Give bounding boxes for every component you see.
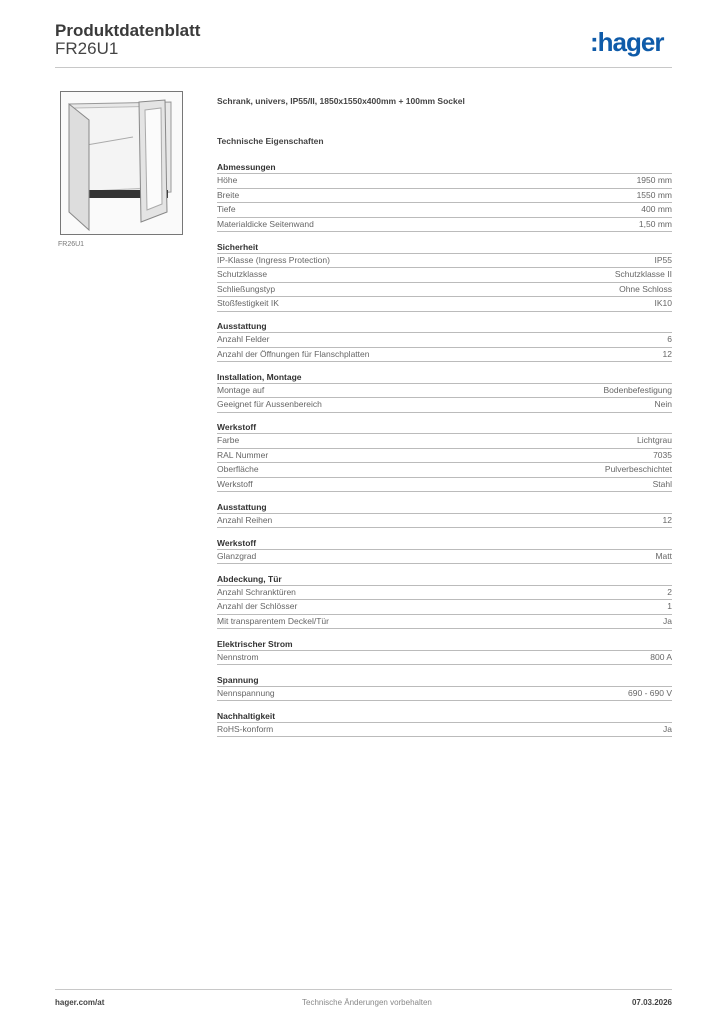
spec-value: 12: [662, 514, 672, 525]
spec-label: RAL Nummer: [217, 449, 269, 460]
spec-label: Mit transparentem Deckel/Tür: [217, 615, 329, 626]
spec-row: [217, 268, 672, 283]
spec-value: 1950 mm: [636, 175, 672, 185]
spec-value: 12: [662, 348, 672, 359]
spec-label: Stoßfestigkeit IK: [217, 298, 279, 308]
spec-label: Nennspannung: [217, 687, 275, 698]
spec-row: [217, 687, 672, 702]
spec-row: [217, 514, 672, 529]
spec-value: Stahl: [652, 478, 672, 489]
spec-label: Materialdicke Seitenwand: [217, 218, 314, 229]
spec-row: [217, 478, 672, 493]
spec-label: Schließungstyp: [217, 283, 276, 294]
spec-label: Anzahl der Öffnungen für Flanschplatten: [217, 348, 370, 359]
spec-value: 400 mm: [641, 204, 672, 214]
section-title: Elektrischer Strom: [217, 638, 672, 651]
spec-value: Ja: [663, 615, 672, 626]
spec-value: IK10: [654, 298, 672, 308]
spec-content: [217, 96, 672, 746]
section-title: Nachhaltigkeit: [217, 710, 672, 723]
spec-label: Geeignet für Aussenbereich: [217, 399, 322, 409]
spec-label: Oberfläche: [217, 464, 259, 474]
spec-section: [217, 710, 672, 738]
spec-value: Lichtgrau: [637, 435, 672, 445]
spec-section: [217, 638, 672, 666]
spec-row: [217, 434, 672, 449]
spec-value: Pulverbeschichtet: [604, 464, 672, 474]
spec-value: Bodenbefestigung: [603, 384, 672, 395]
spec-row: [217, 297, 672, 312]
spec-section: [217, 573, 672, 630]
spec-row: [217, 174, 672, 189]
spec-section: [217, 501, 672, 529]
spec-value: Matt: [655, 550, 672, 561]
spec-row: [217, 449, 672, 464]
spec-section: [217, 537, 672, 565]
spec-section: [217, 421, 672, 492]
section-title: Abdeckung, Tür: [217, 573, 672, 586]
page-title: Produktdatenblatt: [55, 21, 201, 40]
spec-label: Anzahl Schranktüren: [217, 586, 296, 597]
spec-row: [217, 203, 672, 218]
footer-website[interactable]: hager.com/at: [55, 998, 105, 1007]
footer-date: 07.03.2026: [631, 998, 672, 1007]
spec-row: [217, 550, 672, 565]
section-title: Installation, Montage: [217, 371, 672, 384]
spec-label: Montage auf: [217, 384, 265, 395]
spec-value: 1550 mm: [636, 189, 672, 200]
spec-row: [217, 651, 672, 666]
section-title: Werkstoff: [217, 421, 672, 434]
spec-value: 6: [667, 334, 672, 344]
spec-value: 690 - 690 V: [628, 687, 672, 698]
spec-section: [217, 241, 672, 312]
spec-value: IP55: [654, 254, 672, 265]
spec-value: 1,50 mm: [638, 218, 672, 229]
spec-row: [217, 600, 672, 615]
spec-label: Nennstrom: [217, 651, 259, 662]
spec-label: Anzahl Felder: [217, 334, 270, 344]
spec-row: [217, 586, 672, 601]
spec-value: 1: [667, 601, 672, 611]
header-divider: [55, 67, 672, 68]
section-title: Spannung: [217, 674, 672, 687]
spec-row: [217, 348, 672, 363]
section-title: Sicherheit: [217, 241, 672, 254]
section-title: Ausstattung: [217, 501, 672, 514]
section-title: Ausstattung: [217, 320, 672, 333]
spec-row: [217, 463, 672, 478]
footer-note: Technische Änderungen vorbehalten: [302, 998, 432, 1007]
spec-label: Tiefe: [217, 204, 236, 214]
spec-label: Anzahl Reihen: [217, 514, 273, 525]
spec-value: Ja: [663, 723, 672, 734]
spec-row: [217, 189, 672, 204]
section-title: Werkstoff: [217, 537, 672, 550]
product-image: [60, 91, 183, 235]
spec-row: [217, 218, 672, 233]
spec-row: [217, 254, 672, 269]
spec-section: [217, 320, 672, 362]
spec-sections: [217, 161, 672, 737]
product-code: FR26U1: [55, 39, 119, 58]
spec-value: 2: [667, 586, 672, 597]
spec-label: Anzahl der Schlösser: [217, 601, 298, 611]
spec-section: [217, 161, 672, 232]
spec-section: [217, 371, 672, 413]
spec-value: 800 A: [650, 651, 672, 662]
spec-label: RoHS-konform: [217, 723, 274, 734]
tech-heading: Technische Eigenschaften: [217, 136, 324, 146]
spec-label: Höhe: [217, 175, 238, 185]
spec-label: Schutzklasse: [217, 269, 268, 279]
hager-logo: :hager: [590, 27, 664, 57]
spec-row: [217, 398, 672, 413]
spec-value: Schutzklasse II: [614, 269, 672, 279]
spec-label: Werkstoff: [217, 478, 253, 489]
spec-label: Glanzgrad: [217, 550, 257, 561]
spec-label: Breite: [217, 189, 240, 200]
spec-value: Nein: [654, 399, 672, 409]
spec-row: [217, 723, 672, 738]
section-title: Abmessungen: [217, 161, 672, 174]
footer-divider: [55, 989, 672, 990]
spec-value: 7035: [653, 449, 672, 460]
spec-label: Farbe: [217, 435, 240, 445]
spec-row: [217, 333, 672, 348]
spec-value: Ohne Schloss: [619, 283, 672, 294]
image-caption: FR26U1: [58, 241, 85, 248]
product-description: Schrank, univers, IP55/II, 1850x1550x400mm + 100mm Sockel: [217, 96, 465, 106]
spec-row: [217, 283, 672, 298]
spec-section: [217, 674, 672, 702]
spec-label: IP-Klasse (Ingress Protection): [217, 254, 330, 265]
spec-row: [217, 615, 672, 630]
spec-row: [217, 384, 672, 399]
